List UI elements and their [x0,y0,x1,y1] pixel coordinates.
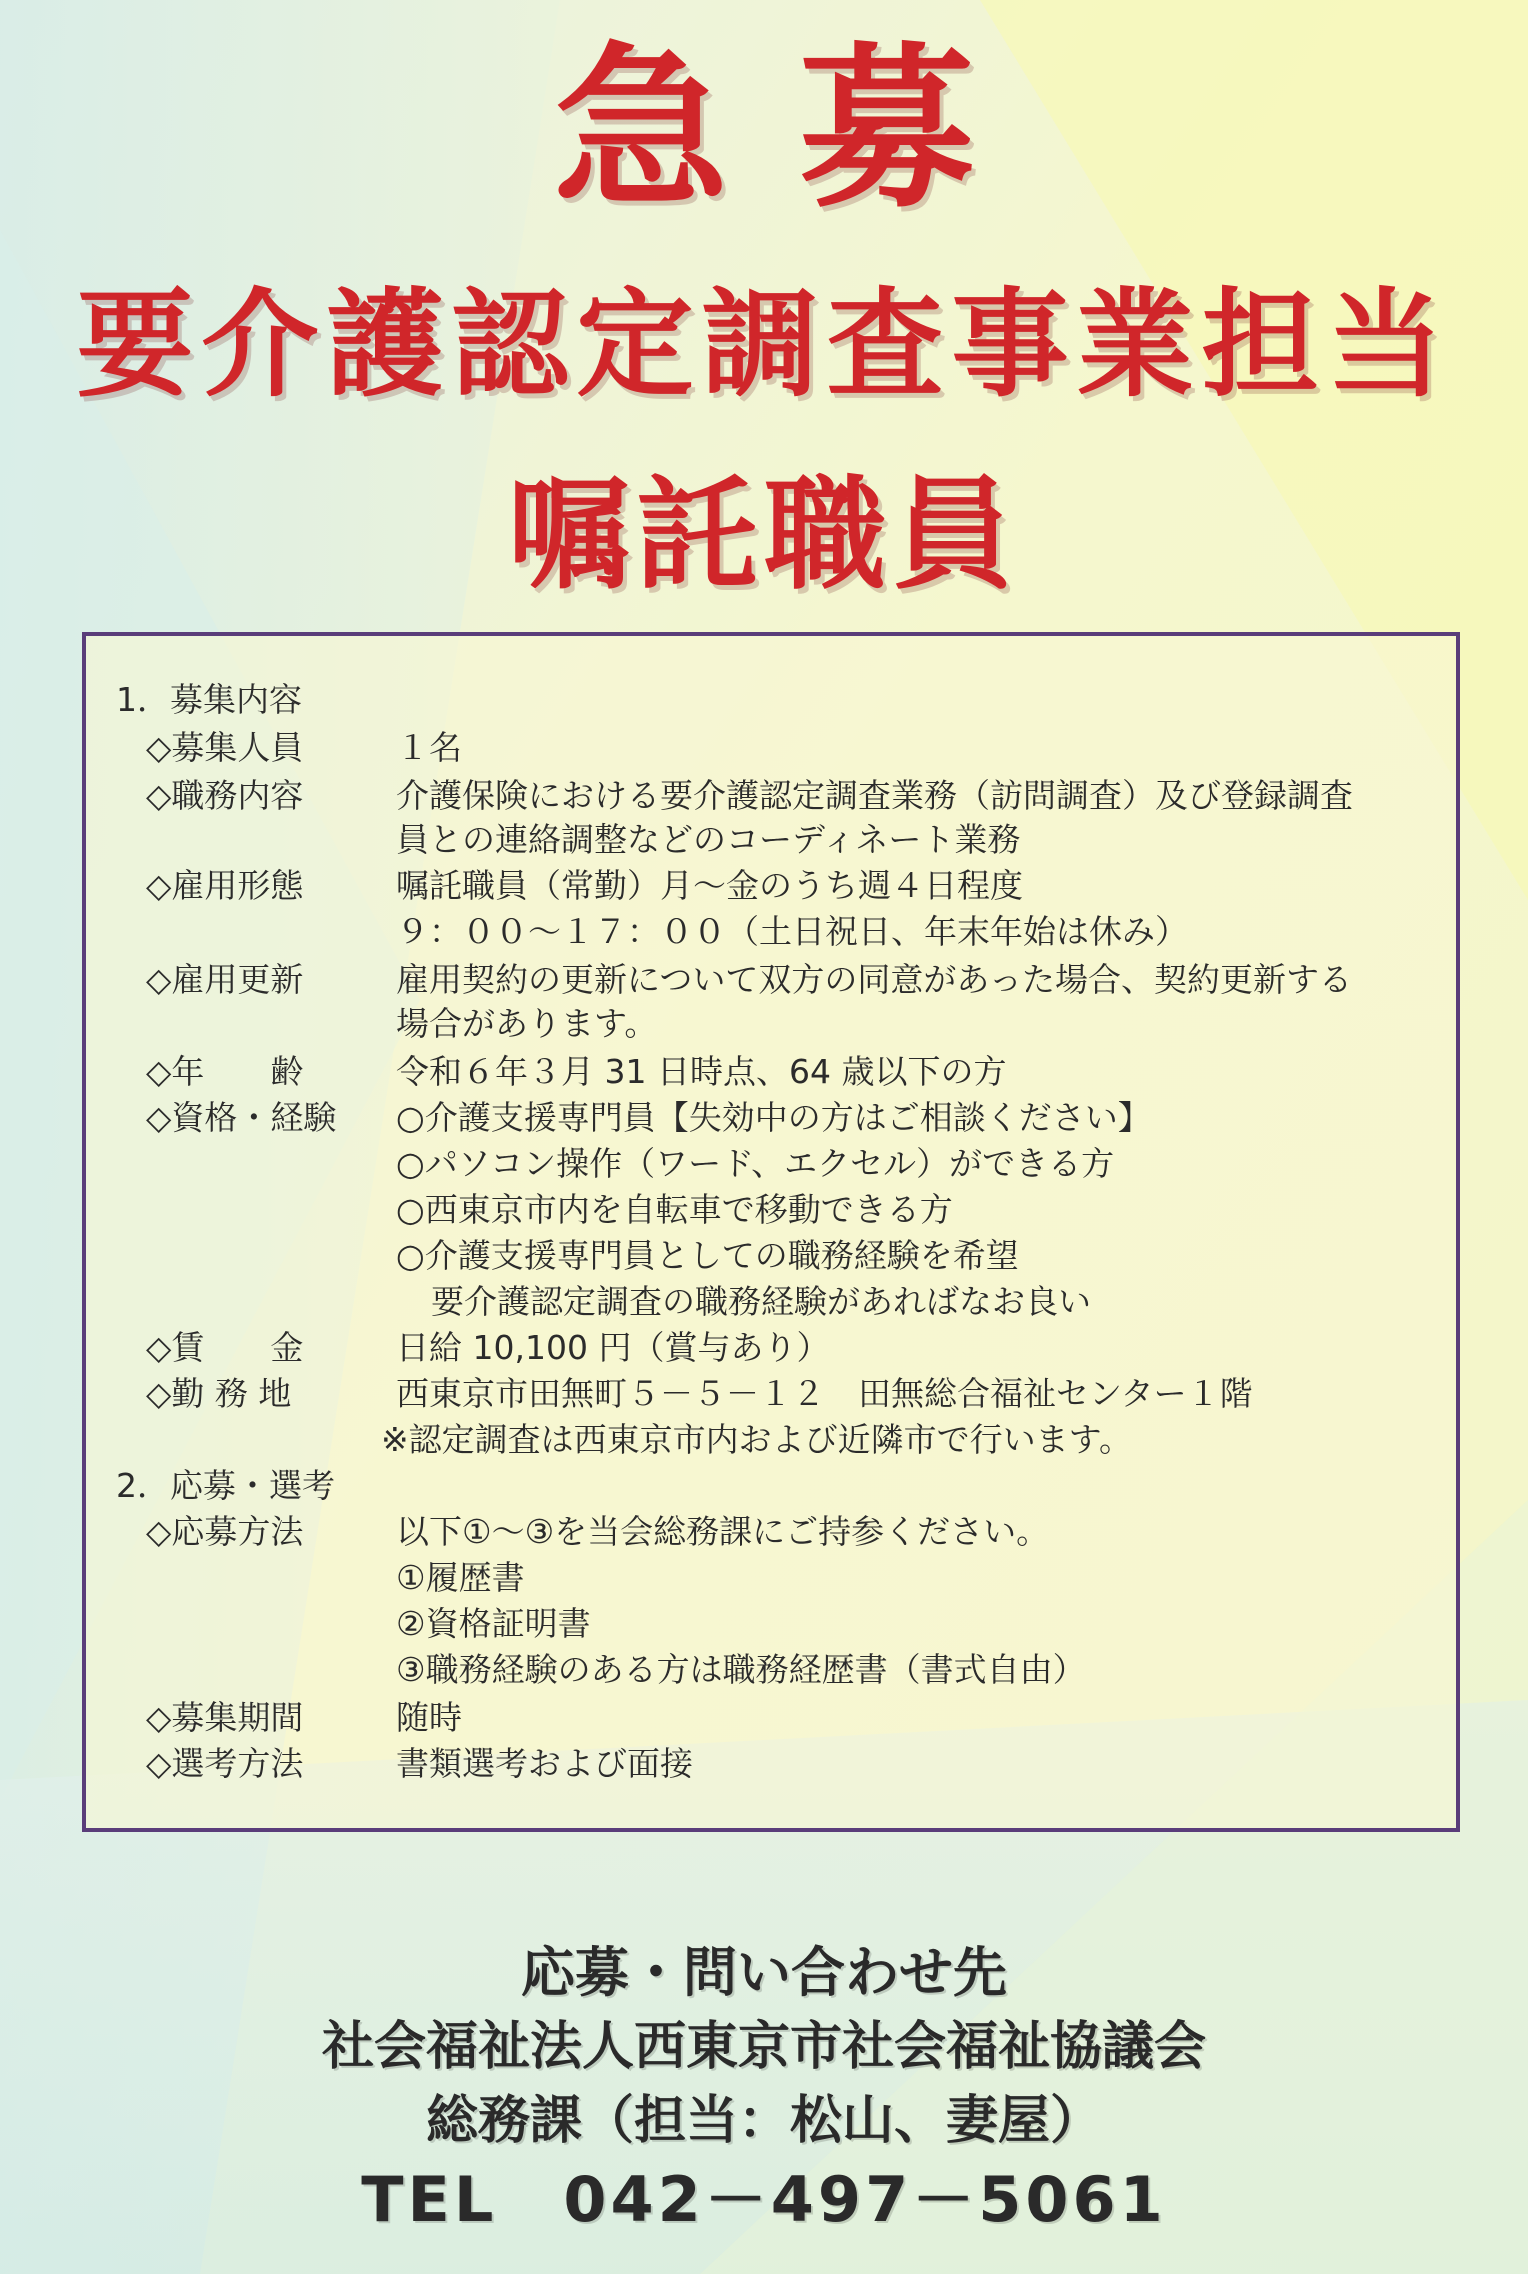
duties-line: 介護保険における要介護認定調査業務（訪問調査）及び登録調査 [396,776,1353,815]
qualifications-row [86,1142,1456,1186]
workplace-row [86,1418,1456,1462]
qualifications-row [86,1096,1456,1140]
workplace-row [86,1372,1456,1416]
headcount-label: ◇募集人員 [146,728,304,767]
application-method-row [86,1510,1456,1554]
age-row [86,1050,1456,1094]
duties-row [86,818,1456,862]
application-method-row [86,1648,1456,1692]
selection-value: 書類選考および面接 [396,1744,693,1783]
qualifications-row [86,1280,1456,1324]
qualification-item: ○パソコン操作（ワード、エクセル）ができる方 [396,1144,1115,1183]
role-title: 嘱託職員 [508,464,1020,606]
wage-value: 日給 10,100 円（賞与あり） [396,1328,830,1367]
qualifications-row [86,1234,1456,1278]
qualification-item: 要介護認定調査の職務経験があればなお良い [431,1282,1091,1321]
position-title: 要介護認定調査事業担当 [76,276,1452,413]
qualification-item: ○介護支援専門員【失効中の方はご相談ください】 [396,1098,1151,1137]
qualification-item: ○介護支援専門員としての職務経験を希望 [396,1236,1019,1275]
contact-heading: 応募・問い合わせ先 [521,1941,1007,2004]
workplace-note: ※認定調査は西東京市内および近隣市で行います。 [381,1420,1133,1459]
job-details-box [82,632,1460,1832]
application-method-line: 以下①～③を当会総務課にご持参ください。 [396,1512,1050,1551]
application-method-row [86,1556,1456,1600]
wage-row [86,1326,1456,1370]
workplace-value: 西東京市田無町５－５－１２ 田無総合福祉センター１階 [396,1374,1253,1413]
selection-label: ◇選考方法 [146,1744,304,1783]
renewal-line: 雇用契約の更新について双方の同意があった場合、契約更新する [396,960,1353,999]
contact-department: 総務課（担当：松山、妻屋） [425,2091,1102,2151]
qualifications-row [86,1188,1456,1232]
employment-type-label: ◇雇用形態 [146,866,304,905]
renewal-row [86,958,1456,1002]
headcount-value: １名 [396,728,462,767]
section-heading-application: 2．応募・選考 [116,1466,335,1505]
wage-label: ◇賃 金 [146,1328,304,1367]
application-method-label: ◇応募方法 [146,1512,304,1551]
application-method-line: ①履歴書 [396,1558,525,1597]
period-label: ◇募集期間 [146,1698,304,1737]
employment-type-line: ９：００～１７：００（土日祝日、年末年始は休み） [396,912,1188,951]
urgent-title: 急募 [552,27,1045,232]
employment-type-row [86,910,1456,954]
application-method-line: ②資格証明書 [396,1604,591,1643]
selection-row [86,1742,1456,1786]
contact-organization: 社会福祉法人西東京市社会福祉協議会 [321,2017,1206,2077]
qualifications-label: ◇資格・経験 [146,1098,337,1137]
renewal-row [86,1002,1456,1046]
period-row [86,1696,1456,1740]
employment-type-row [86,864,1456,908]
age-label: ◇年 齢 [146,1052,304,1091]
employment-type-line: 嘱託職員（常勤）月～金のうち週４日程度 [396,866,1023,905]
qualification-item: ○西東京市内を自転車で移動できる方 [396,1190,953,1229]
renewal-label: ◇雇用更新 [146,960,304,999]
period-value: 随時 [396,1698,462,1737]
duties-line: 員との連絡調整などのコーディネート業務 [396,820,1021,859]
workplace-label: ◇勤 務 地 [146,1374,292,1413]
duties-row [86,774,1456,818]
contact-phone: TEL 042－497－5061 [361,2163,1167,2236]
headcount-row [86,726,1456,770]
renewal-line: 場合があります。 [396,1004,658,1043]
age-value: 令和６年３月 31 日時点、64 歳以下の方 [396,1052,1007,1091]
section-heading-recruitment: 1．募集内容 [116,680,302,719]
application-method-row [86,1602,1456,1646]
duties-label: ◇職務内容 [146,776,304,815]
application-method-line: ③職務経験のある方は職務経歴書（書式自由） [396,1650,1086,1689]
